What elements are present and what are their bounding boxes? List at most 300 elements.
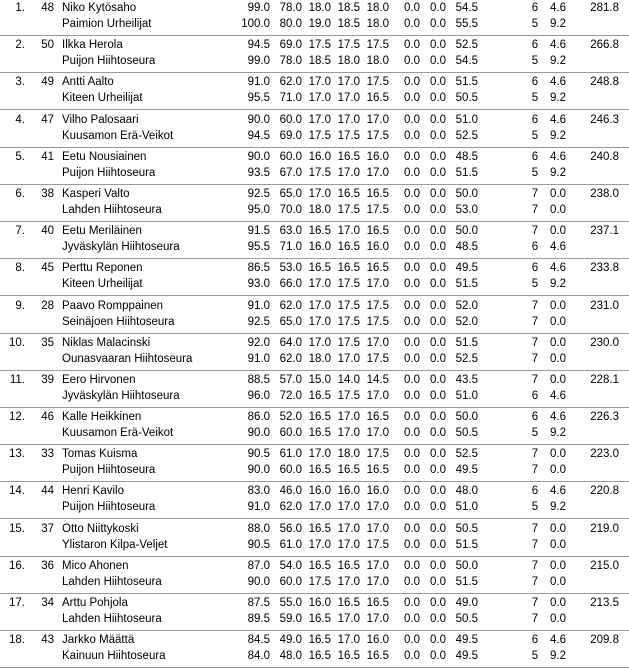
gate-points: 4.6 (550, 2, 566, 14)
gate-points: 4.6 (550, 262, 566, 275)
judge-score: 17.0 (366, 559, 389, 572)
gate-number: 7 (531, 448, 539, 461)
row-divider (0, 35, 629, 36)
compensation-value: 0.0 (430, 203, 446, 216)
bib-number: 34 (41, 597, 54, 609)
jump-distance: 84.0 (247, 650, 270, 663)
gate-points: 4.6 (550, 389, 566, 402)
result-entry (0, 298, 629, 335)
judge-score: 18.0 (308, 2, 331, 14)
compensation-value: 0.0 (430, 315, 446, 328)
distance-points: 69.0 (279, 39, 302, 52)
distance-points: 60.0 (279, 113, 302, 126)
judge-points: 51.5 (455, 575, 478, 588)
gate-number: 7 (531, 299, 539, 312)
club-name: Kiteen Urheilijat (62, 278, 143, 291)
gate-points: 0.0 (550, 464, 566, 477)
gate-number: 7 (531, 225, 539, 238)
distance-points: 53.0 (279, 262, 302, 275)
result-entry (0, 74, 629, 111)
compensation-value: 0.0 (430, 299, 446, 312)
total-score: 228.1 (590, 373, 619, 386)
gate-number: 5 (531, 92, 539, 105)
gate-number: 7 (531, 538, 539, 551)
judge-points: 50.0 (455, 411, 478, 424)
compensation-value: 0.0 (430, 373, 446, 386)
club-name: Lahden Hiihtoseura (62, 575, 162, 588)
compensation-value: 0.0 (430, 225, 446, 238)
athlete-name: Eero Hirvonen (62, 373, 136, 386)
total-score: 281.8 (590, 2, 619, 14)
judge-score: 17.0 (366, 613, 389, 625)
bib-number: 47 (41, 113, 54, 126)
jump-distance: 88.0 (247, 522, 270, 535)
compensation-value: 0.0 (430, 501, 446, 514)
athlete-name: Kasperi Valto (62, 187, 130, 200)
judge-points: 43.5 (455, 373, 478, 386)
judge-score: 17.0 (337, 538, 360, 551)
row-divider (0, 147, 629, 148)
gate-points: 0.0 (550, 597, 566, 609)
total-score: 223.0 (590, 448, 619, 461)
judge-points: 50.0 (455, 187, 478, 200)
bib-number: 45 (41, 262, 54, 275)
judge-score: 16.0 (337, 485, 360, 498)
judge-points: 52.5 (455, 352, 478, 365)
judge-score: 16.5 (308, 650, 331, 663)
club-name: Ounasvaaran Hiihtoseura (62, 352, 193, 365)
rank: 13. (9, 448, 25, 461)
judge-score: 17.0 (308, 76, 331, 89)
judge-points: 49.5 (455, 650, 478, 663)
jump-distance: 95.0 (247, 203, 270, 216)
total-score: 248.8 (590, 76, 619, 89)
club-name: Kiteen Urheilijat (62, 92, 143, 105)
judge-score: 17.0 (366, 166, 389, 179)
judge-score: 17.5 (366, 352, 389, 365)
gate-number: 7 (531, 559, 539, 572)
compensation-value: 0.0 (404, 650, 420, 663)
judge-score: 16.5 (366, 411, 389, 424)
bib-number: 46 (41, 411, 54, 424)
gate-points: 4.6 (550, 634, 566, 647)
compensation-value: 0.0 (404, 39, 420, 52)
judge-score: 17.0 (308, 187, 331, 200)
compensation-value: 0.0 (430, 634, 446, 647)
gate-number: 5 (531, 55, 539, 68)
total-score: 230.0 (590, 336, 619, 349)
gate-points: 0.0 (550, 187, 566, 200)
row-divider (0, 630, 629, 631)
judge-points: 48.0 (455, 485, 478, 498)
distance-points: 57.0 (279, 373, 302, 386)
judge-score: 16.5 (337, 597, 360, 609)
compensation-value: 0.0 (404, 92, 420, 105)
judge-score: 17.5 (337, 39, 360, 52)
judge-score: 16.5 (308, 225, 331, 238)
judge-score: 17.0 (308, 299, 331, 312)
judge-score: 17.0 (366, 389, 389, 402)
judge-score: 16.5 (366, 650, 389, 663)
club-name: Paimion Urheilijat (62, 18, 152, 30)
gate-points: 4.6 (550, 241, 566, 254)
rank: 4. (15, 113, 25, 126)
jump-distance: 99.0 (247, 2, 270, 14)
jump-distance: 90.5 (247, 538, 270, 551)
judge-points: 49.5 (455, 634, 478, 647)
judge-score: 17.5 (337, 315, 360, 328)
judge-points: 49.0 (455, 597, 478, 609)
total-score: 238.0 (590, 187, 619, 200)
judge-score: 17.5 (366, 203, 389, 216)
judge-score: 16.5 (337, 241, 360, 254)
judge-score: 15.0 (308, 373, 331, 386)
judge-points: 52.5 (455, 129, 478, 142)
compensation-value: 0.0 (404, 352, 420, 365)
judge-points: 50.5 (455, 427, 478, 440)
gate-number: 5 (531, 18, 539, 30)
rank: 11. (9, 373, 25, 386)
distance-points: 48.0 (279, 650, 302, 663)
rank: 14. (9, 485, 25, 498)
judge-score: 16.5 (366, 464, 389, 477)
row-divider (0, 556, 629, 557)
athlete-name: Antti Aalto (62, 76, 114, 89)
judge-score: 17.0 (308, 113, 331, 126)
total-score: 220.8 (590, 485, 619, 498)
compensation-value: 0.0 (404, 634, 420, 647)
result-entry (0, 260, 629, 297)
judge-score: 16.5 (337, 650, 360, 663)
judge-points: 51.5 (455, 166, 478, 179)
bib-number: 39 (41, 373, 54, 386)
judge-score: 17.0 (308, 278, 331, 291)
judge-score: 17.0 (337, 76, 360, 89)
bib-number: 28 (41, 299, 54, 312)
judge-score: 17.0 (366, 427, 389, 440)
jump-distance: 100.0 (241, 18, 270, 30)
judge-score: 16.0 (308, 485, 331, 498)
compensation-value: 0.0 (404, 55, 420, 68)
bib-number: 49 (41, 76, 54, 89)
distance-points: 65.0 (279, 187, 302, 200)
distance-points: 63.0 (279, 225, 302, 238)
judge-score: 17.0 (337, 613, 360, 625)
jump-distance: 92.5 (247, 315, 270, 328)
gate-points: 0.0 (550, 522, 566, 535)
athlete-name: Niklas Malacinski (62, 336, 151, 349)
result-entry (0, 186, 629, 223)
judge-score: 17.0 (337, 92, 360, 105)
judge-score: 17.0 (337, 634, 360, 647)
distance-points: 65.0 (279, 315, 302, 328)
compensation-value: 0.0 (404, 18, 420, 30)
judge-score: 17.5 (337, 203, 360, 216)
judge-score: 16.0 (366, 485, 389, 498)
judge-score: 18.5 (308, 55, 331, 68)
jump-distance: 87.5 (247, 597, 270, 609)
compensation-value: 0.0 (430, 522, 446, 535)
gate-number: 6 (531, 485, 539, 498)
compensation-value: 0.0 (430, 278, 446, 291)
judge-score: 17.5 (366, 299, 389, 312)
compensation-value: 0.0 (430, 485, 446, 498)
gate-number: 5 (531, 501, 539, 514)
compensation-value: 0.0 (404, 597, 420, 609)
judge-score: 16.5 (337, 262, 360, 275)
total-score: 240.8 (590, 150, 619, 163)
judge-points: 51.5 (455, 336, 478, 349)
club-name: Kuusamon Erä-Veikot (62, 427, 174, 440)
gate-points: 9.2 (550, 278, 566, 291)
judge-score: 17.5 (337, 336, 360, 349)
judge-score: 18.0 (308, 352, 331, 365)
distance-points: 60.0 (279, 427, 302, 440)
row-divider (0, 109, 629, 110)
gate-number: 7 (531, 613, 539, 625)
compensation-value: 0.0 (404, 501, 420, 514)
compensation-value: 0.0 (404, 113, 420, 126)
distance-points: 62.0 (279, 501, 302, 514)
compensation-value: 0.0 (430, 336, 446, 349)
judge-score: 16.5 (337, 150, 360, 163)
jump-distance: 88.5 (247, 373, 270, 386)
compensation-value: 0.0 (430, 575, 446, 588)
bib-number: 41 (41, 150, 54, 163)
total-score: 215.0 (590, 559, 619, 572)
rank: 18. (9, 634, 25, 647)
judge-score: 17.5 (366, 76, 389, 89)
athlete-name: Eetu Meriläinen (62, 225, 142, 238)
compensation-value: 0.0 (430, 150, 446, 163)
jump-distance: 84.5 (247, 634, 270, 647)
distance-points: 71.0 (279, 241, 302, 254)
judge-score: 17.5 (366, 129, 389, 142)
judge-score: 17.0 (308, 538, 331, 551)
distance-points: 69.0 (279, 129, 302, 142)
bib-number: 33 (41, 448, 54, 461)
result-entry (0, 521, 629, 558)
distance-points: 70.0 (279, 203, 302, 216)
gate-number: 7 (531, 522, 539, 535)
judge-score: 17.0 (337, 352, 360, 365)
row-divider (0, 518, 629, 519)
total-score: 231.0 (590, 299, 619, 312)
club-name: Kainuun Hiihtoseura (62, 650, 166, 663)
judge-score: 16.0 (366, 634, 389, 647)
bib-number: 38 (41, 187, 54, 200)
judge-score: 17.0 (366, 113, 389, 126)
jump-distance: 91.0 (247, 76, 270, 89)
judge-points: 50.0 (455, 225, 478, 238)
distance-points: 62.0 (279, 352, 302, 365)
gate-points: 0.0 (550, 613, 566, 625)
judge-score: 16.5 (308, 522, 331, 535)
compensation-value: 0.0 (404, 411, 420, 424)
jump-distance: 93.5 (247, 166, 270, 179)
gate-points: 0.0 (550, 352, 566, 365)
compensation-value: 0.0 (430, 262, 446, 275)
gate-points: 0.0 (550, 336, 566, 349)
compensation-value: 0.0 (404, 315, 420, 328)
bib-number: 48 (41, 2, 54, 14)
judge-score: 16.5 (337, 187, 360, 200)
club-name: Lahden Hiihtoseura (62, 203, 162, 216)
compensation-value: 0.0 (430, 187, 446, 200)
rank: 6. (15, 187, 25, 200)
distance-points: 49.0 (279, 634, 302, 647)
judge-points: 52.0 (455, 299, 478, 312)
judge-score: 17.0 (366, 278, 389, 291)
club-name: Ylistaron Kilpa-Veljet (62, 538, 168, 551)
row-divider (0, 258, 629, 259)
judge-points: 51.0 (455, 501, 478, 514)
gate-points: 0.0 (550, 559, 566, 572)
gate-points: 4.6 (550, 76, 566, 89)
jump-distance: 86.5 (247, 262, 270, 275)
distance-points: 60.0 (279, 150, 302, 163)
compensation-value: 0.0 (430, 92, 446, 105)
judge-score: 17.5 (366, 315, 389, 328)
judge-score: 14.0 (337, 373, 360, 386)
distance-points: 66.0 (279, 278, 302, 291)
row-divider (0, 370, 629, 371)
club-name: Kuusamon Erä-Veikot (62, 129, 174, 142)
athlete-name: Kalle Heikkinen (62, 411, 142, 424)
gate-points: 9.2 (550, 427, 566, 440)
compensation-value: 0.0 (430, 55, 446, 68)
jump-distance: 95.5 (247, 92, 270, 105)
judge-score: 16.5 (308, 262, 331, 275)
compensation-value: 0.0 (404, 150, 420, 163)
jump-distance: 90.0 (247, 464, 270, 477)
compensation-value: 0.0 (404, 427, 420, 440)
judge-points: 53.0 (455, 203, 478, 216)
jump-distance: 90.0 (247, 575, 270, 588)
gate-points: 9.2 (550, 129, 566, 142)
judge-score: 18.0 (366, 55, 389, 68)
compensation-value: 0.0 (430, 411, 446, 424)
judge-score: 17.0 (366, 501, 389, 514)
gate-points: 9.2 (550, 650, 566, 663)
compensation-value: 0.0 (430, 650, 446, 663)
judge-score: 17.0 (308, 315, 331, 328)
judge-points: 52.0 (455, 315, 478, 328)
gate-points: 4.6 (550, 39, 566, 52)
judge-score: 17.0 (366, 336, 389, 349)
gate-number: 7 (531, 352, 539, 365)
judge-score: 16.5 (366, 187, 389, 200)
judge-points: 54.5 (455, 55, 478, 68)
compensation-value: 0.0 (404, 76, 420, 89)
total-score: 233.8 (590, 262, 619, 275)
judge-score: 16.5 (308, 389, 331, 402)
gate-number: 7 (531, 597, 539, 609)
judge-score: 17.5 (308, 166, 331, 179)
judge-score: 17.5 (308, 129, 331, 142)
distance-points: 55.0 (279, 597, 302, 609)
compensation-value: 0.0 (404, 538, 420, 551)
judge-score: 17.5 (337, 389, 360, 402)
result-entry (0, 595, 629, 632)
jump-distance: 90.0 (247, 427, 270, 440)
jump-distance: 91.0 (247, 299, 270, 312)
rank: 10. (9, 336, 25, 349)
judge-score: 17.5 (308, 575, 331, 588)
rank: 16. (9, 559, 25, 572)
compensation-value: 0.0 (404, 522, 420, 535)
jump-distance: 86.0 (247, 411, 270, 424)
judge-score: 17.5 (366, 448, 389, 461)
compensation-value: 0.0 (404, 485, 420, 498)
judge-points: 48.5 (455, 241, 478, 254)
rank: 17. (9, 597, 25, 609)
rank: 12. (9, 411, 25, 424)
bib-number: 44 (41, 485, 54, 498)
gate-number: 5 (531, 129, 539, 142)
jump-distance: 92.0 (247, 336, 270, 349)
gate-points: 0.0 (550, 315, 566, 328)
result-entry (0, 37, 629, 74)
rank: 7. (15, 225, 25, 238)
gate-number: 6 (531, 262, 539, 275)
gate-points: 4.6 (550, 411, 566, 424)
judge-score: 16.5 (366, 262, 389, 275)
judge-points: 50.5 (455, 92, 478, 105)
gate-number: 6 (531, 411, 539, 424)
gate-number: 6 (531, 389, 539, 402)
compensation-value: 0.0 (404, 203, 420, 216)
bib-number: 37 (41, 522, 54, 535)
jump-distance: 94.5 (247, 39, 270, 52)
judge-score: 16.0 (308, 241, 331, 254)
judge-score: 18.0 (337, 55, 360, 68)
judge-score: 17.5 (337, 129, 360, 142)
judge-score: 16.0 (308, 597, 331, 609)
gate-points: 0.0 (550, 203, 566, 216)
rank: 2. (15, 39, 25, 52)
distance-points: 67.0 (279, 166, 302, 179)
judge-points: 51.5 (455, 76, 478, 89)
gate-number: 6 (531, 241, 539, 254)
club-name: Puijon Hiihtoseura (62, 501, 156, 514)
judge-score: 17.0 (337, 427, 360, 440)
jump-distance: 90.0 (247, 113, 270, 126)
athlete-name: Ilkka Herola (62, 39, 123, 52)
row-divider (0, 444, 629, 445)
jump-distance: 83.0 (247, 485, 270, 498)
result-entry (0, 446, 629, 483)
compensation-value: 0.0 (430, 166, 446, 179)
distance-points: 56.0 (279, 522, 302, 535)
gate-number: 7 (531, 315, 539, 328)
judge-points: 50.0 (455, 559, 478, 572)
bib-number: 43 (41, 634, 54, 647)
gate-points: 9.2 (550, 501, 566, 514)
distance-points: 54.0 (279, 559, 302, 572)
athlete-name: Vilho Palosaari (62, 113, 139, 126)
judge-score: 16.5 (337, 559, 360, 572)
gate-number: 6 (531, 2, 539, 14)
row-divider (0, 333, 629, 334)
judge-score: 16.5 (366, 92, 389, 105)
judge-score: 18.5 (337, 18, 360, 30)
judge-points: 48.5 (455, 150, 478, 163)
athlete-name: Arttu Pohjola (62, 597, 128, 609)
gate-number: 6 (531, 113, 539, 126)
judge-score: 16.5 (366, 597, 389, 609)
jump-distance: 89.5 (247, 613, 270, 625)
